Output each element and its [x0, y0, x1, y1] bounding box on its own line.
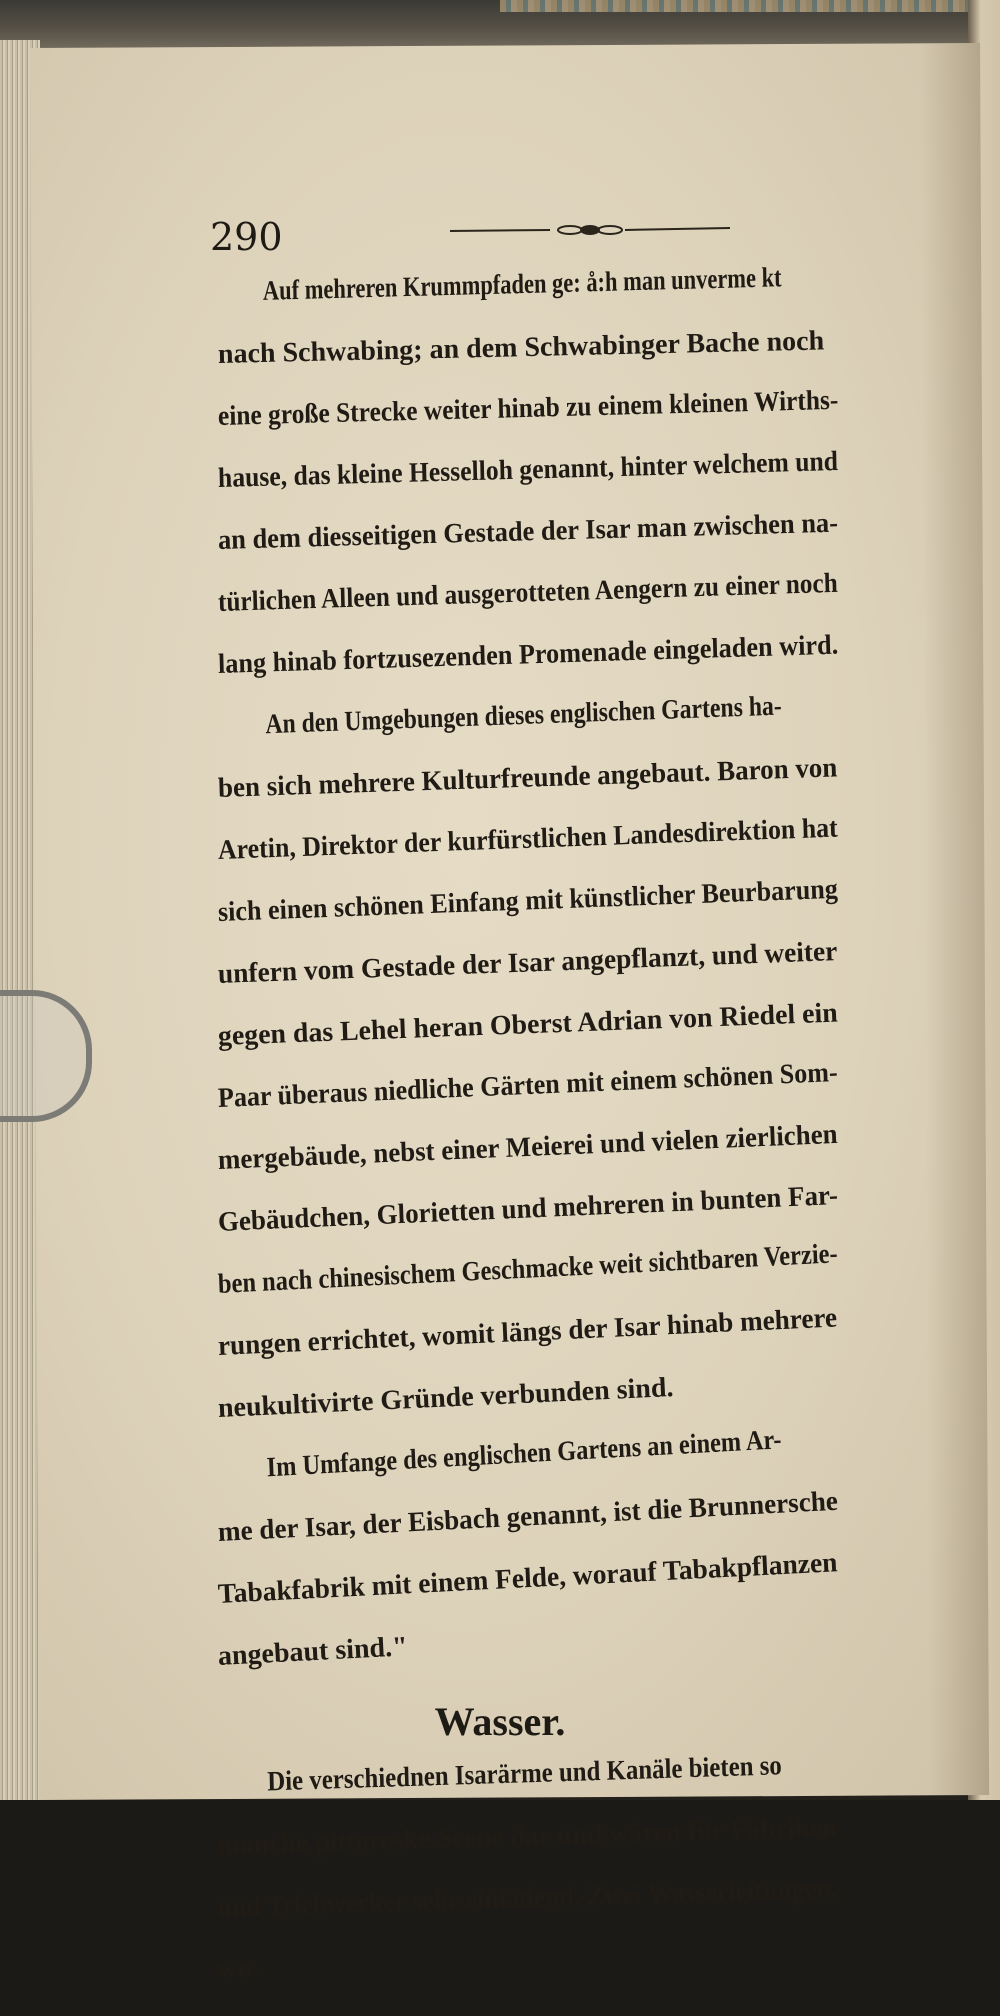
text-line: eine große Strecke weiter hinab zu einem kleinen Wirths- — [217, 384, 839, 432]
text-line: mergebäude, nebst einer Meierei und vielen zierlichen — [217, 1118, 839, 1176]
section-heading: Wasser. — [434, 1699, 566, 1744]
text-line: Paar überaus niedliche Gärten mit einem schönen Som- — [217, 1056, 839, 1114]
text-line: und Triebwerker sehr einladend. Zwei Wasserleitungen, — [217, 1873, 838, 1923]
text-line: sich einen schönen Einfang mit künstlicher Beurbarung — [217, 873, 839, 928]
text-line: angebaut sind." — [217, 1631, 409, 1672]
text-line: Gebäudchen, Glorietten und mehreren in bunten Far- — [217, 1180, 839, 1238]
header-ornament — [450, 222, 730, 240]
text-line: me der Isar, der Eisbach genannt, ist die Brunnersche — [217, 1485, 839, 1548]
text-line: nach Schwabing; an dem Schwabinger Bache noch — [217, 325, 825, 370]
text-line: Auf mehreren Krummpfaden ge: å:h man unverme kt — [262, 262, 782, 307]
text-line: An den Umgebungen dieses englischen Gartens ha- — [264, 690, 783, 741]
text-line: wo- — [217, 1952, 262, 1985]
text-line: ben sich mehrere Kulturfreunde angebaut. Baron von — [217, 752, 838, 804]
text-line: Tabakfabrik mit einem Felde, worauf Tabakpflanzen — [217, 1547, 839, 1610]
section-text — [217, 1750, 838, 2016]
text-line: hause, das kleine Hesselloh genannt, hinter welchem und — [217, 445, 839, 494]
text-line: lang hinab fortzusezenden Promenade eingeladen wird. — [217, 629, 839, 680]
text-line: türlichen Alleen und ausgerotteten Aengern zu einer noch — [217, 567, 839, 618]
text-line: Die verschiednen Isarärme und Kanäle bieten so — [266, 1750, 783, 1798]
text-line: manche pittoreske Scene dar und wären für Fabriken — [217, 1812, 838, 1861]
text-line: ben nach chinesischem Geschmacke weit sichtbaren Verzie- — [217, 1238, 839, 1300]
text-line: unfern vom Gestade der Isar angepflanzt, und weiter — [217, 936, 838, 990]
text-line: rungen errichtet, womit längs der Isar hinab mehrere — [217, 1302, 838, 1362]
text-line: Aretin, Direktor der kurfürstlichen Landesdirektion hat — [217, 812, 839, 866]
page-number: 290 — [210, 215, 283, 259]
body-text — [218, 262, 838, 1688]
text-line: an dem diesseitigen Gestade der Isar man zwischen na- — [217, 507, 839, 556]
text-line: Im Umfange des englischen Gartens an einem Ar- — [266, 1424, 783, 1484]
text-line: gegen das Lehel heran Oberst Adrian von Riedel ein — [217, 997, 839, 1052]
text-line: neukultivirte Gründe verbunden sind. — [217, 1372, 675, 1424]
